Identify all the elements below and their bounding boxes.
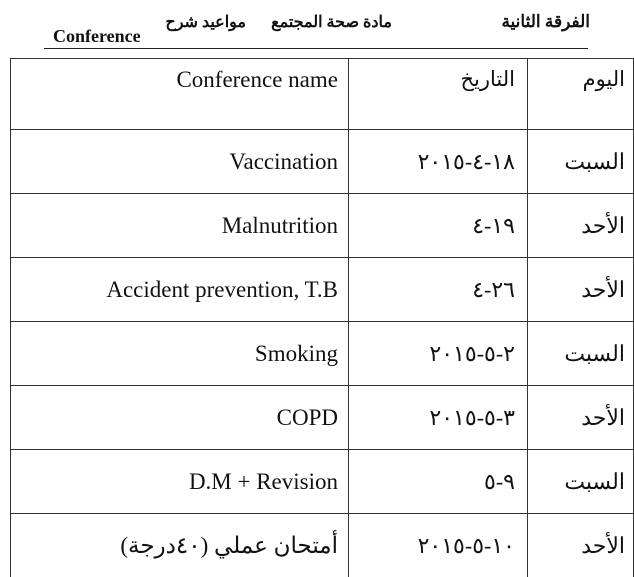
date-cell: ١٨-٤-٢٠١٥ <box>349 130 528 194</box>
column-header-name: Conference name <box>11 59 349 130</box>
header-underline <box>44 48 588 49</box>
conference-name-cell: Accident prevention, T.B <box>11 258 349 322</box>
day-cell: الأحد <box>528 514 634 577</box>
conference-title: Conference <box>53 26 141 46</box>
day-cell: الأحد <box>528 258 634 322</box>
conference-name-cell: Malnutrition <box>11 194 349 258</box>
date-cell: ١٩-٤ <box>349 194 528 258</box>
table-row <box>11 514 634 577</box>
date-cell: ٢٦-٤ <box>349 258 528 322</box>
schedule-label: مواعيد شرح <box>165 14 246 31</box>
document-header <box>0 12 600 48</box>
table-row <box>11 194 634 258</box>
table-row <box>11 130 634 194</box>
table-row <box>11 450 634 514</box>
date-cell: ١٠-٥-٢٠١٥ <box>349 514 528 577</box>
conference-schedule-table <box>10 58 634 577</box>
date-cell: ٢-٥-٢٠١٥ <box>349 322 528 386</box>
day-cell: السبت <box>528 130 634 194</box>
table-header-row <box>11 59 634 130</box>
table-row <box>11 258 634 322</box>
day-cell: الأحد <box>528 386 634 450</box>
conference-name-cell: أمتحان عملي (٤٠درجة) <box>11 514 349 577</box>
grade-label: الفرقة الثانية <box>501 12 590 31</box>
date-cell: ٩-٥ <box>349 450 528 514</box>
date-cell: ٣-٥-٢٠١٥ <box>349 386 528 450</box>
conference-name-cell: Smoking <box>11 322 349 386</box>
table-row <box>11 386 634 450</box>
conference-name-cell: D.M + Revision <box>11 450 349 514</box>
subject-label: مادة صحة المجتمع <box>271 14 392 31</box>
day-cell: السبت <box>528 322 634 386</box>
conference-name-cell: COPD <box>11 386 349 450</box>
day-cell: السبت <box>528 450 634 514</box>
day-cell: الأحد <box>528 194 634 258</box>
conference-name-cell: Vaccination <box>11 130 349 194</box>
column-header-date: التاريخ <box>349 59 528 130</box>
table-row <box>11 322 634 386</box>
column-header-day: اليوم <box>528 59 634 130</box>
